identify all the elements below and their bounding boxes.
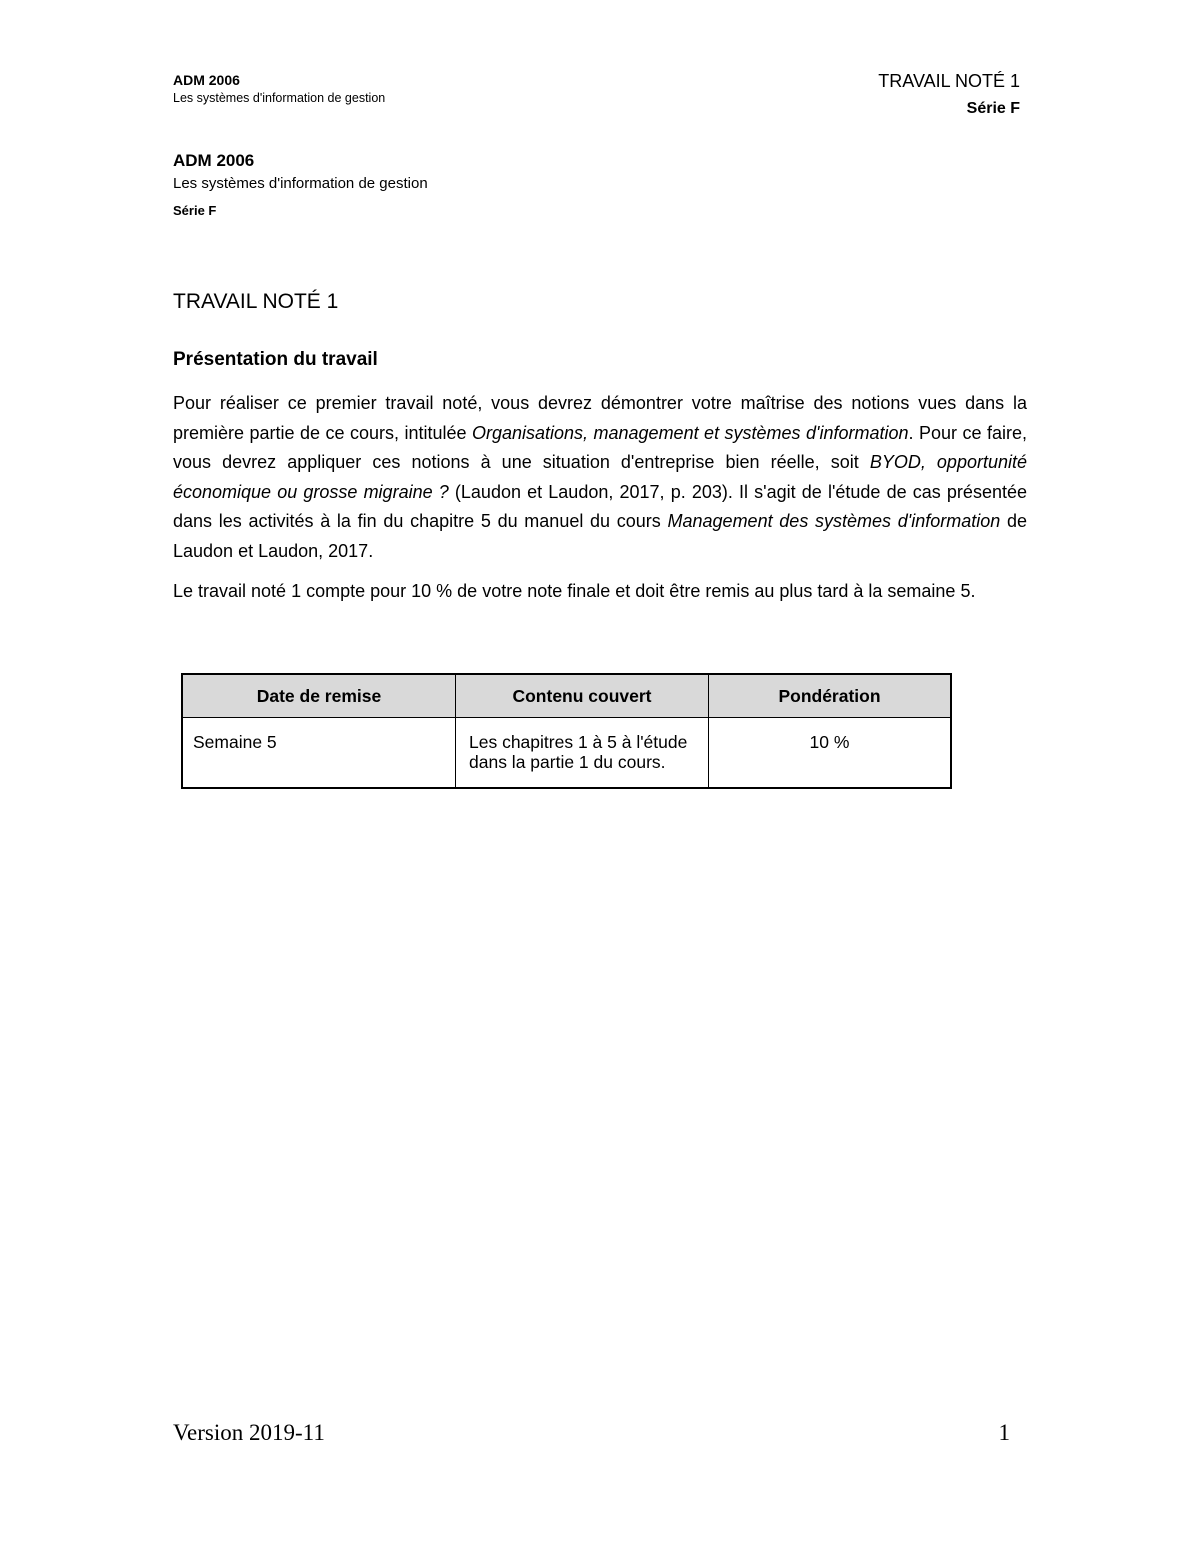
series: Série F <box>173 203 217 218</box>
header-series: Série F <box>966 100 1020 117</box>
table-cell: 10 % <box>709 718 952 788</box>
table-header-row <box>182 674 951 718</box>
course-part-title: Organisations, management et systèmes d'information <box>471 422 909 443</box>
textbook-title: Management des systèmes d'information <box>667 511 1001 531</box>
case-title: BYOD, opportunité économique ou grosse migraine ? <box>173 452 1027 502</box>
course-name: Les systèmes d'information de gestion <box>173 175 428 192</box>
page-number: 1 <box>998 1420 1010 1445</box>
course-code: ADM 2006 <box>173 151 255 170</box>
footer-version: Version 2019-11 <box>173 1420 325 1445</box>
intro-paragraph <box>173 389 1027 566</box>
column-header: Contenu couvert <box>456 674 709 718</box>
schedule-table <box>181 673 952 789</box>
weight-paragraph: Le travail noté 1 compte pour 10 % de votre note finale et doit être remis au plus tard à la semaine 5. <box>173 581 976 601</box>
text: . Pour ce faire, vous devrez appliquer ces notions à une situation d'entreprise bien réelle, soit <box>173 422 1027 472</box>
column-header: Date de remise <box>182 674 456 718</box>
table-cell: Semaine 5 <box>182 718 456 788</box>
document-title: TRAVAIL NOTÉ 1 <box>173 290 339 313</box>
text: Pour réaliser ce premier travail noté, vous devrez démontrer votre maîtrise des notions vues dans la première partie de ce cours, intitulée <box>173 393 1027 443</box>
table-cell: Les chapitres 1 à 5 à l'étude dans la partie 1 du cours. <box>456 718 709 788</box>
section-heading: Présentation du travail <box>173 349 378 370</box>
table-row <box>182 718 951 788</box>
header-course-name: Les systèmes d'information de gestion <box>173 91 386 105</box>
column-header: Pondération <box>709 674 952 718</box>
header-assignment: TRAVAIL NOTÉ 1 <box>878 71 1020 91</box>
text: (Laudon et Laudon, 2017, p. 203). Il s'agit de l'étude de cas présentée dans les activités à la fin du chapitre 5 du manuel du cours <box>173 481 1027 531</box>
text: de Laudon et Laudon, 2017. <box>173 511 1027 561</box>
header-course-code: ADM 2006 <box>173 72 240 88</box>
